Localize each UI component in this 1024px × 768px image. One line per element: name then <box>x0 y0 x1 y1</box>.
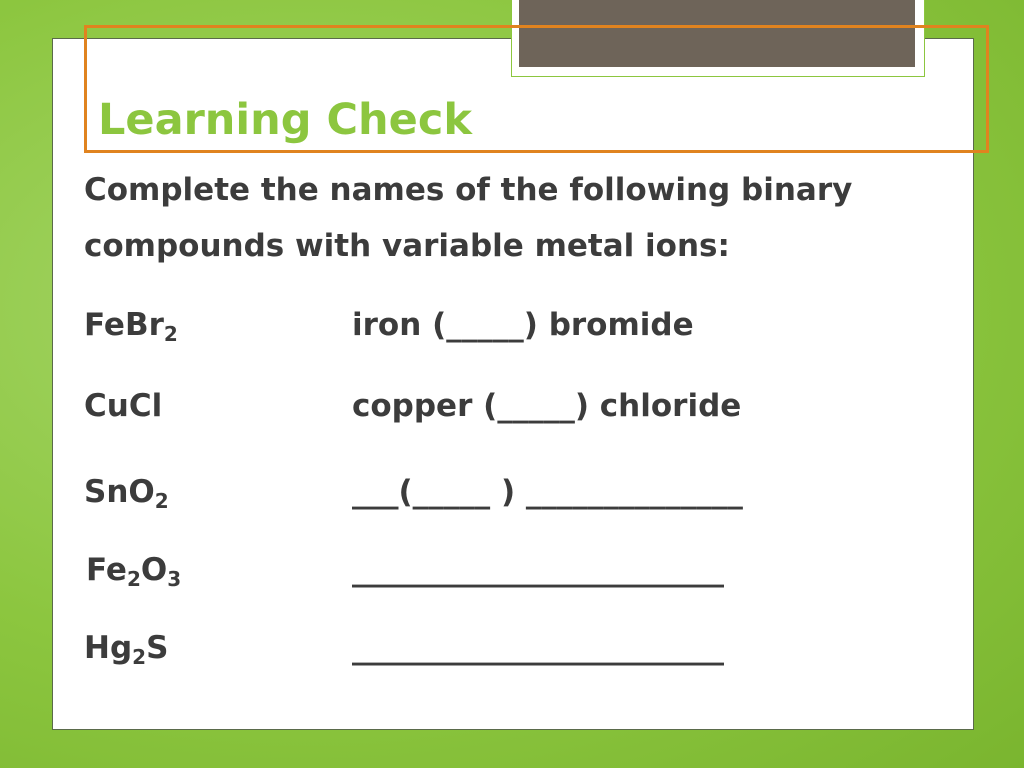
formula-cucl: CuCl <box>84 388 163 424</box>
slide-title: Learning Check <box>98 95 472 145</box>
formula-fe2o3: $Fe_2O_3$ <box>86 552 182 591</box>
formula-hg2s: $Hg_2S$ <box>84 630 169 669</box>
name-answer-febr2: iron (_____) bromide <box>352 307 694 343</box>
formula-febr2: FeBr$_2$ <box>84 307 178 346</box>
name-answer-cucl: copper (_____) chloride <box>352 388 742 424</box>
name-answer-fe2o3: ________________________ <box>352 552 724 588</box>
name-answer-hg2s: ________________________ <box>352 630 724 666</box>
name-answer-sno2: ___(_____ ) ______________ <box>352 474 743 510</box>
instructions-text: Complete the names of the following binary compounds with variable metal ions: <box>84 172 853 264</box>
formula-sno2: SnO$_2$ <box>84 474 169 513</box>
